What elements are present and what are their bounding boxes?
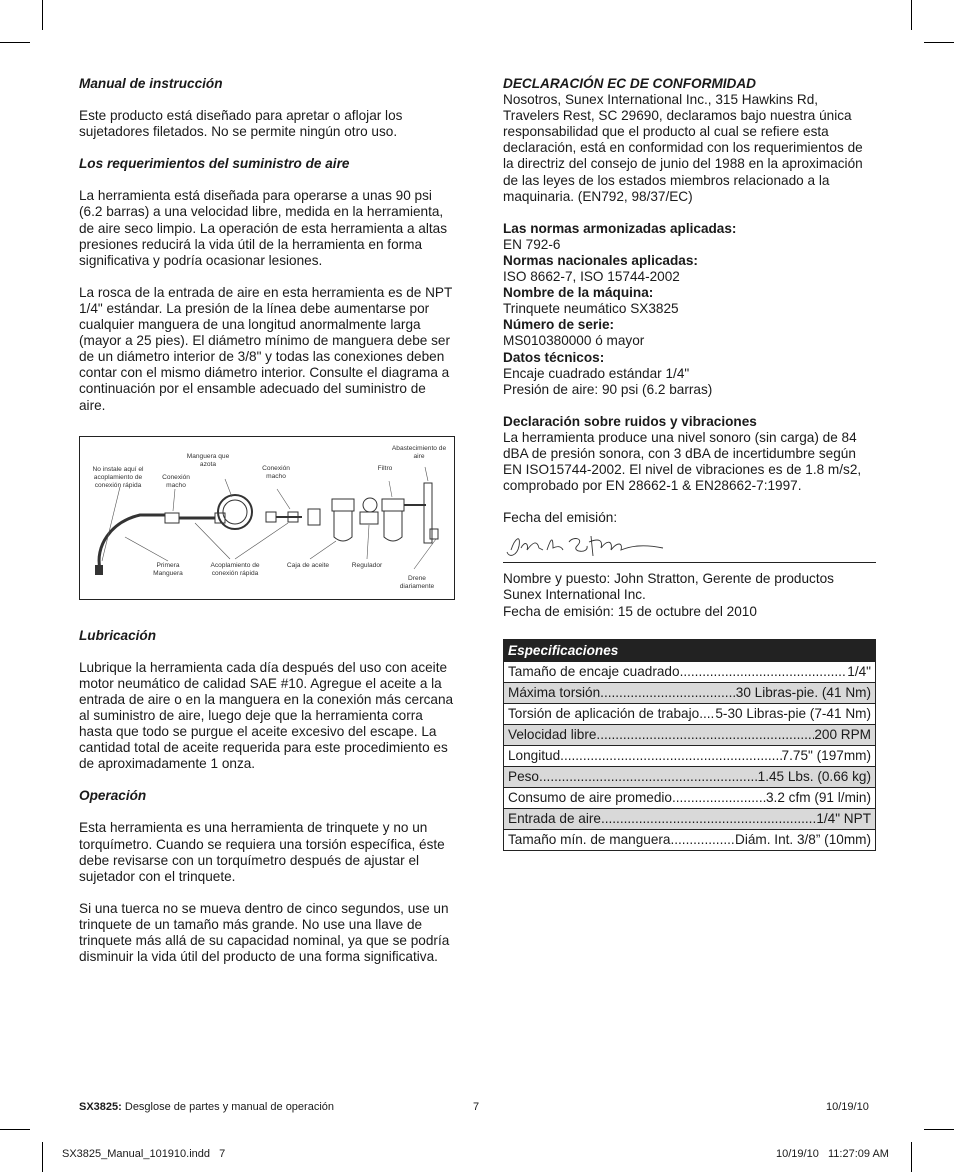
spec-row [504,745,875,766]
right-column [503,76,876,851]
spec-row [504,787,875,808]
spec-value: 7.75" (197mm) [781,747,871,763]
spec-key: Tamaño mín. de manguera [508,831,671,847]
lubricacion-text: Lubrique la herramienta cada día después del uso con aceite motor neumático de calidad SAE #10. Agregue el aceite a la entrada de aire o en la manguera en la conexión más cercana al suministro de aire, luego deje que la herramienta corra hasta que todo se purgue el aceite excesivo del escape. La cantidad total de aceite requerida para este procedimiento es de aproximadamente 1 onza. [79,659,454,772]
spec-key: Tamaño de encaje cuadrado [508,663,680,679]
spec-value: Diám. Int. 3/8” (10mm) [735,831,871,847]
left-column [79,76,455,965]
footer-left [79,1101,334,1113]
spec-value: 1/4" [847,663,871,679]
fecha-emision: Fecha de emisión: 15 de octubre del 2010 [503,603,757,619]
fecha-label: Fecha del emisión: [503,510,618,526]
label-manguera-azota: Manguera que azota [186,452,230,468]
normas-nacionales-label: Normas nacionales aplicadas: [503,252,698,268]
label-conexion-macho-1: Conexión macho [162,473,190,489]
label-acoplamiento: Acoplamiento de conexión rápida [210,561,260,577]
operacion-heading: Operación [79,788,147,804]
normas-armonizadas-label: Las normas armonizadas aplicadas: [503,220,737,236]
slug-file: SX3825_Manual_101910.indd 7 [62,1148,226,1160]
serie-label: Número de serie: [503,317,615,333]
declaration-text: Nosotros, Sunex International Inc., 315 Hawkins Rd, Travelers Rest, SC 29690, declaramos bajo nuestra única responsabilidad que el producto al cual se refiere esta declaración, está en conformidad con los requerimientos de la directriz del consejo de junio del 1988 en la aproximación de las leyes de los estados miembros relacionado a la maquinaria. (EN792, 98/37/EC) [503,92,863,204]
normas-armonizadas-value: EN 792-6 [503,236,561,252]
operacion-paragraph-1: Esta herramienta es una herramienta de trinquete y no un torquímetro. Cuando se requiera una torsión específica, éste debe revisarse con un torquímetro después de ajustar el sujetador con el trinquete. [79,820,445,884]
slug-timestamp: 10/19/10 11:27:09 AM [776,1148,889,1160]
label-caja-aceite: Caja de aceite [286,561,330,569]
signature-image [503,528,673,562]
crop-mark [0,1129,30,1130]
spec-row [504,682,875,703]
maquina-label: Nombre de la máquina: [503,285,654,301]
spec-value: 3.2 cfm (91 l/min) [766,789,871,805]
signature-line [503,526,876,563]
label-abastecimiento: Abastecimiento de aire [391,444,447,460]
footer-model: SX3825: [79,1101,122,1113]
label-drene: Drene diariamente [399,574,435,590]
datos-value-1: Encaje cuadrado estándar 1/4" [503,365,690,381]
spec-value: 200 RPM [814,726,871,742]
spec-value: 30 Libras-pie. (41 Nm) [735,684,871,700]
page-number: 7 [473,1101,480,1113]
ruido-label: Declaración sobre ruidos y vibraciones [503,413,757,429]
datos-label: Datos técnicos: [503,349,605,365]
label-conexion-macho-2: Conexión macho [262,464,290,480]
manual-heading: Manual de instrucción [79,76,223,91]
spec-row [504,808,875,829]
spec-row [504,703,875,724]
operacion-paragraph-2: Si una tuerca no se mueva dentro de cinco segundos, use un trinquete de un tamaño más grande. No use una llave de trinquete más allá de su capacidad nominal, ya que se podría disminuir la vida útil del producto de una forma significativa. [79,900,450,965]
label-filtro: Filtro [377,464,393,472]
footer-date: 10/19/10 [826,1101,869,1113]
crop-mark [924,1129,954,1130]
air-paragraph-2: La rosca de la entrada de aire en esta herramienta es de NPT 1/4" estándar. La presión de la línea debe aumentarse por cualquier manguera de una longitud anormalmente larga (mayor a 25 pies). El diámetro mínimo de manguera debe ser de un diámetro interior de 3/8" y todas las conexiones deben contar con el mismo diámetro interior. Consulte el diagrama a continuación por el ensamble adecuado del suministro de aire. [79,284,453,413]
spec-value: 5-30 Libras-pie (7-41 Nm) [715,705,871,721]
specifications-title: Especificaciones [504,640,875,661]
crop-mark [42,1142,43,1172]
spec-key: Torsión de aplicación de trabajo [508,705,700,721]
crop-mark [911,0,912,30]
ruido-text: La herramienta produce una nivel sonoro (sin carga) de 84 dBA de presión sonora, con 3 dBA de incertidumbre según EN ISO15744-2002. El nivel de vibraciones es de 1.8 m/s2, comprobado por EN 28662-1 & EN28662-7:1997. [503,429,862,494]
empresa: Sunex International Inc. [503,587,646,603]
crop-mark [42,0,43,30]
spec-key: Peso [508,768,539,784]
spec-row [504,724,875,745]
footer-description: Desglose de partes y manual de operación [124,1101,335,1113]
spec-value: 1.45 Lbs. (0.66 kg) [757,768,871,784]
crop-mark [0,42,30,43]
spec-row [504,661,875,682]
manual-text: Este producto está diseñado para apretar o aflojar los sujetadores filetados. No se permite ningún otro uso. [79,108,403,140]
normas-nacionales-value: ISO 8662-7, ISO 15744-2002 [503,269,680,285]
air-paragraph-1: La herramienta está diseñada para operarse a unas 90 psi (6.2 barras) a una velocidad libre, medida en la herramienta, de aire seco limpio. La operación de esta herramienta a altas presiones reducirá la vida útil de la herramienta en forma significativa y podría ocasionar lesiones. [79,188,448,268]
spec-row [504,829,875,850]
nombre-puesto: Nombre y puesto: John Stratton, Gerente de productos [503,571,834,587]
maquina-value: Trinquete neumático SX3825 [503,301,679,317]
datos-value-2: Presión de aire: 90 psi (6.2 barras) [503,381,713,397]
spec-key: Consumo de aire promedio. [508,789,676,805]
declaration-heading: DECLARACIÓN EC DE CONFORMIDAD [503,76,756,91]
label-regulador: Regulador [351,561,383,569]
air-supply-diagram [79,436,455,600]
serie-value: MS010380000 ó mayor [503,333,645,349]
crop-mark [924,42,954,43]
spec-key: Máxima torsión [508,684,601,700]
spec-key: Entrada de aire [508,810,601,826]
air-heading: Los requerimientos del suministro de aire [79,156,350,172]
crop-mark [911,1142,912,1172]
spec-key: Velocidad libre [508,726,597,742]
spec-key: Longitud [508,747,561,763]
spec-value: 1/4" NPT [816,810,871,826]
label-no-instale: No instale aquí el acoplamiento de conexión rápida [92,465,144,489]
lubricacion-heading: Lubricación [79,627,157,643]
label-primera-manguera: Primera Manguera [153,561,183,577]
specifications-table [503,639,876,851]
spec-row [504,766,875,787]
